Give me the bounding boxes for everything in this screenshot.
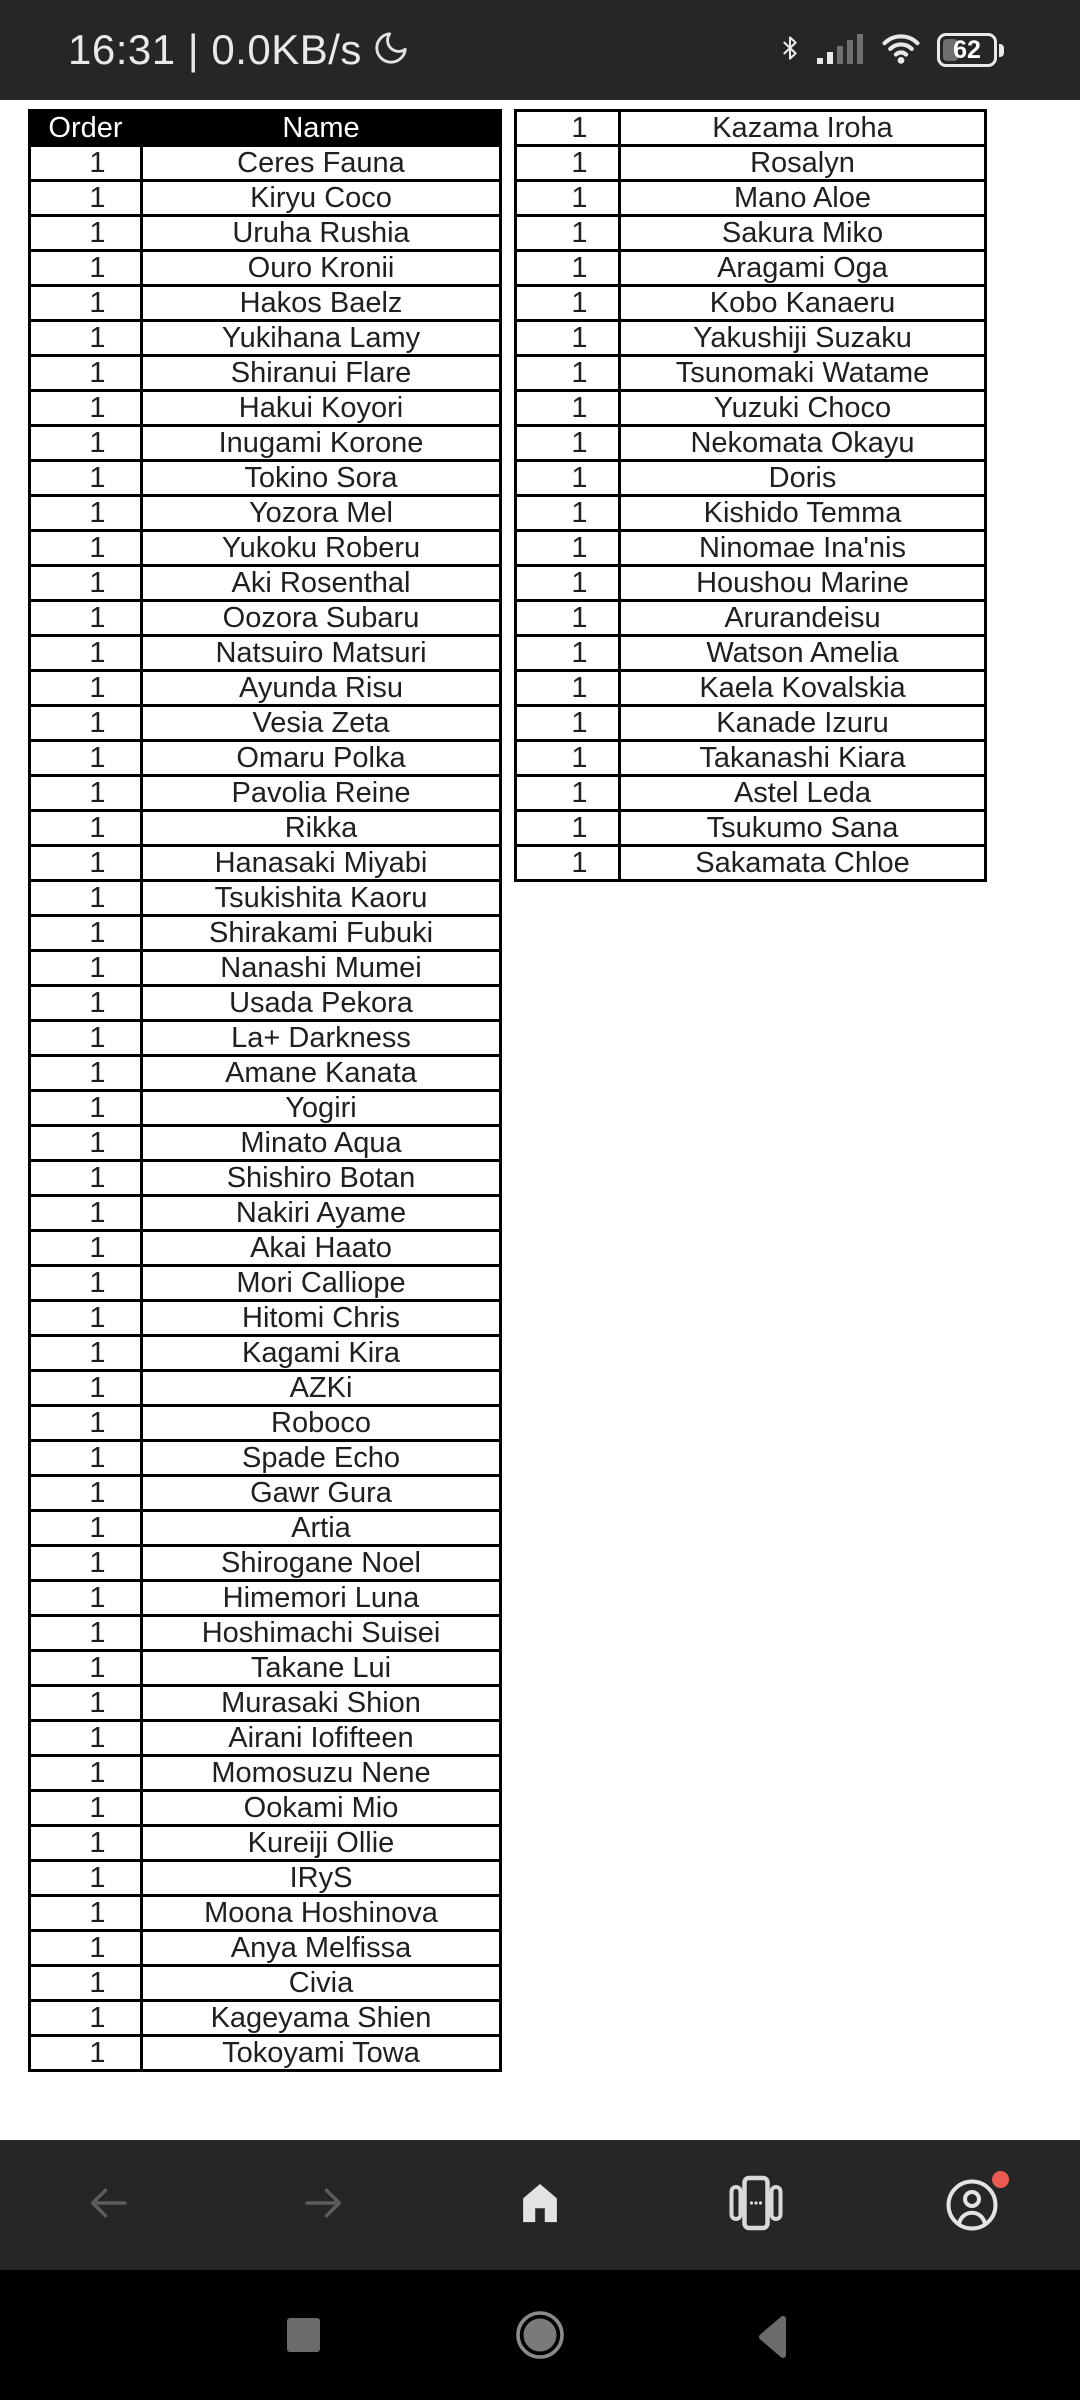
- name-cell: Amane Kanata: [142, 1056, 501, 1091]
- name-cell: Sakamata Chloe: [620, 846, 986, 881]
- name-cell: Artia: [142, 1511, 501, 1546]
- table-row: [30, 461, 501, 496]
- right-table: [514, 109, 987, 882]
- table-row: [30, 741, 501, 776]
- table-row: [30, 1161, 501, 1196]
- name-cell: Sakura Miko: [620, 216, 986, 251]
- table-row: [30, 1021, 501, 1056]
- order-cell: 1: [30, 846, 142, 881]
- tabs-button[interactable]: [648, 2140, 864, 2270]
- signal-icon: [817, 32, 865, 69]
- order-cell: 1: [30, 1266, 142, 1301]
- name-cell: Rikka: [142, 811, 501, 846]
- table-row: [30, 1301, 501, 1336]
- browser-toolbar: [0, 2140, 1080, 2270]
- profile-icon: [944, 2220, 1000, 2237]
- name-cell: Takane Lui: [142, 1651, 501, 1686]
- table-row: [30, 776, 501, 811]
- table-row: [30, 1931, 501, 1966]
- name-cell: Pavolia Reine: [142, 776, 501, 811]
- table-row: [30, 1266, 501, 1301]
- table-row: [30, 216, 501, 251]
- table-row: [516, 566, 986, 601]
- order-cell: 1: [30, 1196, 142, 1231]
- table-row: [516, 111, 986, 146]
- order-cell: 1: [30, 1021, 142, 1056]
- order-cell: 1: [30, 1791, 142, 1826]
- order-cell: 1: [516, 531, 620, 566]
- name-cell: Tsunomaki Watame: [620, 356, 986, 391]
- name-cell: Kaela Kovalskia: [620, 671, 986, 706]
- name-cell: Akai Haato: [142, 1231, 501, 1266]
- order-cell: 1: [30, 1756, 142, 1791]
- table-row: [30, 1791, 501, 1826]
- order-cell: 1: [516, 111, 620, 146]
- order-cell: 1: [30, 1126, 142, 1161]
- name-cell: Aragami Oga: [620, 251, 986, 286]
- table-row: [30, 1406, 501, 1441]
- table-row: [30, 1826, 501, 1861]
- name-cell: Yogiri: [142, 1091, 501, 1126]
- table-row: [30, 881, 501, 916]
- order-cell: 1: [30, 1161, 142, 1196]
- order-cell: 1: [30, 1091, 142, 1126]
- order-cell: 1: [30, 1686, 142, 1721]
- order-cell: 1: [516, 391, 620, 426]
- table-row: [30, 181, 501, 216]
- name-cell: Momosuzu Nene: [142, 1756, 501, 1791]
- table-row: [30, 951, 501, 986]
- table-row: [30, 986, 501, 1021]
- table-row: [516, 356, 986, 391]
- table-row: [516, 531, 986, 566]
- battery-level: 62: [953, 35, 981, 64]
- name-cell: Natsuiro Matsuri: [142, 636, 501, 671]
- order-cell: 1: [30, 1441, 142, 1476]
- order-cell: 1: [30, 1931, 142, 1966]
- table-row: [30, 391, 501, 426]
- name-cell: Mano Aloe: [620, 181, 986, 216]
- order-cell: 1: [516, 146, 620, 181]
- order-cell: 1: [30, 776, 142, 811]
- table-row: [30, 1546, 501, 1581]
- name-cell: Kureiji Ollie: [142, 1826, 501, 1861]
- name-cell: Omaru Polka: [142, 741, 501, 776]
- order-cell: 1: [30, 951, 142, 986]
- name-cell: Hoshimachi Suisei: [142, 1616, 501, 1651]
- table-row: [516, 776, 986, 811]
- table-row: [30, 916, 501, 951]
- order-cell: 1: [516, 566, 620, 601]
- table-row: [516, 146, 986, 181]
- order-cell: 1: [30, 1721, 142, 1756]
- table-row: [30, 1231, 501, 1266]
- name-cell: Hakui Koyori: [142, 391, 501, 426]
- order-cell: 1: [516, 671, 620, 706]
- name-cell: Kobo Kanaeru: [620, 286, 986, 321]
- table-row: [30, 636, 501, 671]
- name-cell: Kazama Iroha: [620, 111, 986, 146]
- order-cell: 1: [516, 741, 620, 776]
- back-arrow-icon: [84, 2179, 132, 2232]
- name-cell: Kiryu Coco: [142, 181, 501, 216]
- order-cell: 1: [30, 671, 142, 706]
- name-cell: Ookami Mio: [142, 1791, 501, 1826]
- order-cell: 1: [516, 811, 620, 846]
- home-icon: [515, 2178, 565, 2233]
- order-cell: 1: [30, 2001, 142, 2036]
- order-cell: 1: [30, 531, 142, 566]
- table-row: [30, 1091, 501, 1126]
- order-cell: 1: [30, 2036, 142, 2071]
- table-row: [30, 1896, 501, 1931]
- table-row: [30, 1966, 501, 2001]
- status-right: [777, 30, 1004, 71]
- name-cell: Kageyama Shien: [142, 2001, 501, 2036]
- name-cell: Shiranui Flare: [142, 356, 501, 391]
- name-cell: Tokoyami Towa: [142, 2036, 501, 2071]
- order-cell: 1: [516, 321, 620, 356]
- name-cell: Vesia Zeta: [142, 706, 501, 741]
- order-cell: 1: [30, 811, 142, 846]
- name-cell: Doris: [620, 461, 986, 496]
- name-cell: Rosalyn: [620, 146, 986, 181]
- table-row: [30, 1861, 501, 1896]
- table-row: [30, 1581, 501, 1616]
- table-row: [30, 1476, 501, 1511]
- table-row: [30, 706, 501, 741]
- name-cell: Yukoku Roberu: [142, 531, 501, 566]
- table-row: [30, 426, 501, 461]
- name-cell: Oozora Subaru: [142, 601, 501, 636]
- name-cell: Gawr Gura: [142, 1476, 501, 1511]
- name-cell: Kishido Temma: [620, 496, 986, 531]
- name-cell: Tokino Sora: [142, 461, 501, 496]
- order-cell: 1: [516, 251, 620, 286]
- order-column-header: Order: [30, 111, 142, 146]
- android-nav-bar: [0, 2270, 1080, 2400]
- time-and-netspeed-text: 16:31 | 0.0KB/s: [68, 26, 362, 73]
- status-left: [68, 26, 410, 74]
- android-home-button[interactable]: [515, 2310, 565, 2365]
- name-cell: Ayunda Risu: [142, 671, 501, 706]
- name-cell: Usada Pekora: [142, 986, 501, 1021]
- order-cell: 1: [30, 1336, 142, 1371]
- order-cell: 1: [30, 146, 142, 181]
- table-row: [516, 426, 986, 461]
- name-cell: Moona Hoshinova: [142, 1896, 501, 1931]
- table-row: [30, 356, 501, 391]
- name-cell: Civia: [142, 1966, 501, 2001]
- battery-cap: [999, 44, 1004, 57]
- order-cell: 1: [30, 1546, 142, 1581]
- bluetooth-icon: [777, 30, 803, 71]
- table-row: [516, 636, 986, 671]
- name-cell: AZKi: [142, 1371, 501, 1406]
- table-row: [516, 181, 986, 216]
- tabs-icon: [727, 2174, 785, 2237]
- order-cell: 1: [516, 496, 620, 531]
- name-cell: Houshou Marine: [620, 566, 986, 601]
- table-row: [30, 531, 501, 566]
- order-cell: 1: [30, 1406, 142, 1441]
- name-cell: Hanasaki Miyabi: [142, 846, 501, 881]
- order-cell: 1: [30, 1861, 142, 1896]
- order-cell: 1: [30, 181, 142, 216]
- order-cell: 1: [516, 426, 620, 461]
- order-cell: 1: [516, 636, 620, 671]
- order-cell: 1: [516, 286, 620, 321]
- status-bar: [0, 0, 1080, 100]
- name-cell: La+ Darkness: [142, 1021, 501, 1056]
- name-cell: Hitomi Chris: [142, 1301, 501, 1336]
- name-cell: Mori Calliope: [142, 1266, 501, 1301]
- order-cell: 1: [516, 706, 620, 741]
- battery-icon: [937, 33, 1004, 67]
- table-row: [30, 1336, 501, 1371]
- order-cell: 1: [30, 601, 142, 636]
- table-row: [30, 286, 501, 321]
- order-cell: 1: [30, 881, 142, 916]
- name-cell: Yakushiji Suzaku: [620, 321, 986, 356]
- table-row: [30, 601, 501, 636]
- order-cell: 1: [30, 321, 142, 356]
- table-row: [516, 286, 986, 321]
- name-cell: Murasaki Shion: [142, 1686, 501, 1721]
- name-cell: Ninomae Ina'nis: [620, 531, 986, 566]
- order-cell: 1: [30, 391, 142, 426]
- table-row: [30, 1651, 501, 1686]
- order-cell: 1: [30, 286, 142, 321]
- table-row: [30, 1511, 501, 1546]
- table-row: [516, 251, 986, 286]
- profile-button[interactable]: [864, 2140, 1080, 2270]
- order-cell: 1: [30, 216, 142, 251]
- back-button[interactable]: [0, 2140, 216, 2270]
- name-cell: Nakiri Ayame: [142, 1196, 501, 1231]
- table-row: [30, 2001, 501, 2036]
- order-cell: 1: [30, 986, 142, 1021]
- table-row: [30, 496, 501, 531]
- name-cell: Yuzuki Choco: [620, 391, 986, 426]
- table-row: [516, 706, 986, 741]
- moon-icon: [372, 29, 410, 72]
- order-cell: 1: [30, 1826, 142, 1861]
- table-row: [516, 671, 986, 706]
- name-cell: Inugami Korone: [142, 426, 501, 461]
- name-cell: Anya Melfissa: [142, 1931, 501, 1966]
- wifi-icon: [879, 31, 923, 70]
- table-row: [30, 1196, 501, 1231]
- android-back-button[interactable]: [754, 2314, 792, 2365]
- name-cell: Himemori Luna: [142, 1581, 501, 1616]
- name-cell: Watson Amelia: [620, 636, 986, 671]
- table-row: [30, 671, 501, 706]
- name-cell: Shirogane Noel: [142, 1546, 501, 1581]
- name-cell: Hakos Baelz: [142, 286, 501, 321]
- table-row: [516, 846, 986, 881]
- order-cell: 1: [30, 636, 142, 671]
- order-cell: 1: [516, 601, 620, 636]
- order-cell: 1: [30, 1651, 142, 1686]
- table-row: [30, 146, 501, 181]
- order-cell: 1: [30, 741, 142, 776]
- table-row: [30, 321, 501, 356]
- home-button[interactable]: [432, 2140, 648, 2270]
- table-row: [30, 1441, 501, 1476]
- name-cell: Uruha Rushia: [142, 216, 501, 251]
- name-cell: IRyS: [142, 1861, 501, 1896]
- recents-button[interactable]: [287, 2318, 320, 2352]
- table-row: [30, 566, 501, 601]
- table-row: [516, 321, 986, 356]
- notification-dot: [992, 2171, 1009, 2188]
- table-row: [516, 601, 986, 636]
- order-cell: 1: [30, 496, 142, 531]
- order-cell: 1: [30, 1371, 142, 1406]
- page-content: [0, 100, 1080, 2140]
- header-row: [30, 111, 501, 146]
- table-row: [30, 1056, 501, 1091]
- name-cell: Shishiro Botan: [142, 1161, 501, 1196]
- order-cell: 1: [30, 1896, 142, 1931]
- order-cell: 1: [30, 706, 142, 741]
- name-cell: Yukihana Lamy: [142, 321, 501, 356]
- name-cell: Shirakami Fubuki: [142, 916, 501, 951]
- name-cell: Nekomata Okayu: [620, 426, 986, 461]
- order-cell: 1: [30, 916, 142, 951]
- name-cell: Kagami Kira: [142, 1336, 501, 1371]
- left-table: [28, 109, 502, 2072]
- table-row: [516, 216, 986, 251]
- name-cell: Yozora Mel: [142, 496, 501, 531]
- order-cell: 1: [516, 356, 620, 391]
- order-cell: 1: [30, 1966, 142, 2001]
- table-row: [30, 1616, 501, 1651]
- name-cell: Astel Leda: [620, 776, 986, 811]
- table-row: [30, 251, 501, 286]
- order-cell: 1: [30, 566, 142, 601]
- order-cell: 1: [30, 1476, 142, 1511]
- name-cell: Kanade Izuru: [620, 706, 986, 741]
- table-row: [30, 1686, 501, 1721]
- name-cell: Airani Iofifteen: [142, 1721, 501, 1756]
- name-cell: Arurandeisu: [620, 601, 986, 636]
- order-cell: 1: [516, 776, 620, 811]
- name-column-header: Name: [142, 111, 501, 146]
- order-cell: 1: [30, 426, 142, 461]
- name-cell: Roboco: [142, 1406, 501, 1441]
- table-row: [30, 2036, 501, 2071]
- name-cell: Aki Rosenthal: [142, 566, 501, 601]
- name-cell: Takanashi Kiara: [620, 741, 986, 776]
- order-cell: 1: [30, 1301, 142, 1336]
- order-cell: 1: [30, 1581, 142, 1616]
- name-cell: Tsukumo Sana: [620, 811, 986, 846]
- table-row: [516, 391, 986, 426]
- order-cell: 1: [30, 356, 142, 391]
- table-row: [30, 811, 501, 846]
- order-cell: 1: [30, 1231, 142, 1266]
- order-cell: 1: [516, 846, 620, 881]
- table-row: [30, 1126, 501, 1161]
- order-cell: 1: [30, 461, 142, 496]
- name-cell: Ceres Fauna: [142, 146, 501, 181]
- table-row: [516, 811, 986, 846]
- table-row: [30, 1371, 501, 1406]
- forward-arrow-icon: [300, 2179, 348, 2232]
- table-row: [516, 461, 986, 496]
- name-cell: Tsukishita Kaoru: [142, 881, 501, 916]
- table-row: [30, 846, 501, 881]
- order-cell: 1: [30, 1511, 142, 1546]
- name-cell: Spade Echo: [142, 1441, 501, 1476]
- order-cell: 1: [30, 1616, 142, 1651]
- table-row: [30, 1721, 501, 1756]
- order-cell: 1: [516, 181, 620, 216]
- order-cell: 1: [516, 216, 620, 251]
- forward-button[interactable]: [216, 2140, 432, 2270]
- order-cell: 1: [30, 1056, 142, 1091]
- table-row: [30, 1756, 501, 1791]
- order-cell: 1: [516, 461, 620, 496]
- table-row: [516, 741, 986, 776]
- name-cell: Minato Aqua: [142, 1126, 501, 1161]
- table-row: [516, 496, 986, 531]
- name-cell: Ouro Kronii: [142, 251, 501, 286]
- order-cell: 1: [30, 251, 142, 286]
- name-cell: Nanashi Mumei: [142, 951, 501, 986]
